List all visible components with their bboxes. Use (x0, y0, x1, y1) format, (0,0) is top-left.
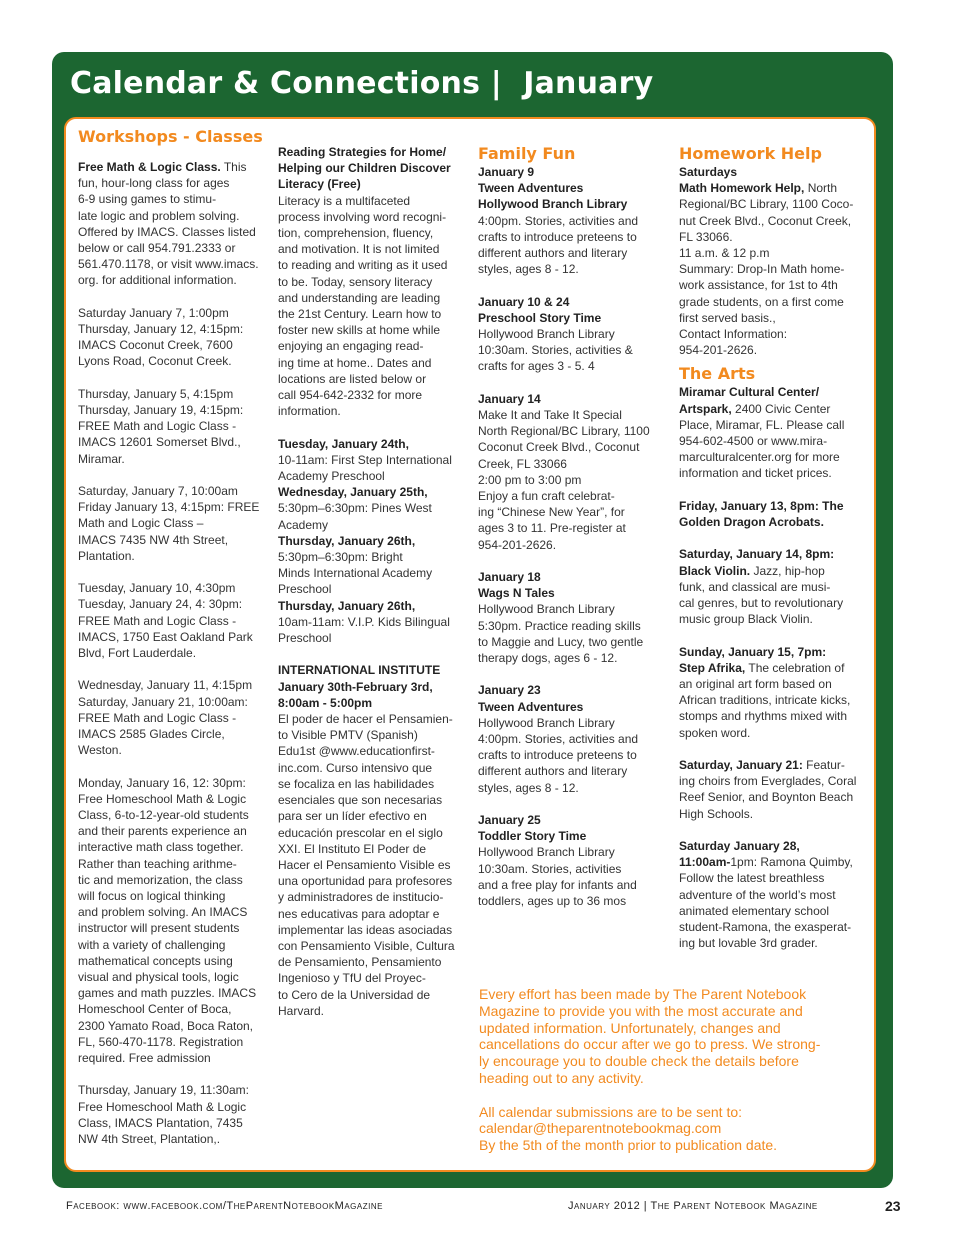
homework-arts-column (679, 144, 856, 951)
event-tween-adventures-jan9: January 9 Tween Adventures Hollywood Branch Library 4:00pm. Stories, activities and crafts to introduce preteens to different authors and literary styles, ages 8 - 12. (478, 165, 639, 277)
event-preschool-story-time: January 10 & 24 Preschool Story Time Hollywood Branch Library 10:30am. Stories, activities & crafts for ages 3 - 5. 4 (478, 294, 633, 374)
arts-step-afrika: Sunday, January 15, 7pm: Step Afrika, The celebration of an original art form based on African traditions, intricate kicks, stomps and rhythms mixed with spoken word. (679, 644, 851, 740)
event-wags-n-tales: January 18 Wags N Tales Hollywood Branch Library 5:30pm. Practice reading skills to Maggie and Lucy, two gentle therapy dogs, ages 6 - 12. (478, 570, 644, 666)
listing-weston: Wednesday, January 11, 4:15pm Saturday, January 21, 10:00am: FREE Math and Logic Class - IMACS 2585 Glades Circle, Weston. (78, 678, 253, 758)
footer-issue: January 2012 | The Parent Notebook Magazine (568, 1200, 818, 1212)
accuracy-disclaimer: Every effort has been made by The Parent Notebook Magazine to provide you with the most accurate and updated information. Unfortunately, changes and cancellations do occur after we go to press. We strong- ly encourage you to double check the details before heading out to any activity. (479, 986, 821, 1086)
event-toddler-story-time: January 25 Toddler Story Time Hollywood Branch Library 10:30am. Stories, activities and a free play for infants and toddlers, ages up to 36 mos (478, 813, 637, 909)
international-institute-block: INTERNATIONAL INSTITUTE January 30th-February 3rd, 8:00am - 5:00pm El poder de hacer el Pensamien- to Visible PMTV (Spanish) Edu1st @www.educationfirst- inc.com. Curso intensivo que se focaliza en las habilidades esenciales que son necesarias para ser un líder efectivo en educación prescolar en el siglo XXI. El Instituto El Poder de Hacer el Pensamiento Visible es una oportunidad para profesores y administradores de institucio- nes educativas para adoptar e implementar las ideas asociadas con Pensamiento Visible, Cultura de Pensamiento, Pensamiento Ingenioso y TfU del Proyec- to Cero de la Universidad de Harvard. (278, 663, 455, 1018)
family-fun-heading: Family Fun (478, 144, 576, 163)
listing-homeschool-plantation: Thursday, January 19, 11:30am: Free Homeschool Math & Logic Class, IMACS Plantation, 7435 NW 4th Street, Plantation,. (78, 1083, 249, 1147)
page-title: Calendar & Connections | January (70, 66, 654, 101)
arts-black-violin: Saturday, January 14, 8pm: Black Violin. Jazz, hip-hop funk, and classical are musi- cal genres, but to revolutionary music group Black Violin. (679, 547, 844, 627)
arts-golden-dragon: Friday, January 13, 8pm: The Golden Dragon Acrobats. (679, 498, 844, 530)
the-arts-heading: The Arts (679, 364, 756, 384)
page-number: 23 (885, 1198, 901, 1214)
homework-help-heading: Homework Help (679, 144, 822, 163)
workshops-column (78, 127, 263, 1147)
listing-homeschool-boca: Monday, January 16, 12: 30pm: Free Homeschool Math & Logic Class, 6-to-12-year-old students and their parents experience an interactive math class together. Rather than teaching arithme- tic and memorization, the class will focus on logical thinking and problem solving. An IMACS instructor will present students with a variety of challenging mathematical concepts using visual and physical tools, logic games and math puzzles. IMACS Homeschool Center of Boca, 2300 Yamato Road, Boca Raton, FL, 560-470-1178. Registration required. Free admission (78, 775, 257, 1066)
reading-column (278, 144, 455, 1019)
listing-fort-lauderdale: Tuesday, January 10, 4:30pm Tuesday, January 24, 4: 30pm: FREE Math and Logic Class - IMACS, 1750 East Oakland Park Blvd, Fort Lauderdale. (78, 581, 253, 661)
arts-choirs: Saturday, January 21: Featur- ing choirs from Everglades, Coral Reef Senior, and Boynton Beach High Schools. (679, 758, 857, 821)
free-math-intro: Free Math & Logic Class. This fun, hour-long class for ages 6-9 using games to stimu- late logic and problem solving. Offered by IMACS. Classes listed below or call 954.791.2333 or 561.470.1178, or visit www.imacs. org. for additional information. (78, 160, 259, 288)
submission-info: All calendar submissions are to be sent to: calendar@theparentnotebookmag.com By the 5th of the month prior to publication date. (479, 1104, 874, 1154)
workshops-heading: Workshops - Classes (78, 127, 263, 146)
disclaimer-notice (479, 986, 874, 1154)
arts-ramona-quimby: Saturday January 28, 11:00am-1pm: Ramona Quimby, Follow the latest breathless adventure of the world’s most animated elementary school student-Ramona, the exasperat- ing but lovable 3rd grader. (679, 839, 853, 951)
submission-email-link[interactable]: calendar@theparentnotebookmag.com (479, 1120, 722, 1137)
reading-dates: Tuesday, January 24th, 10-11am: First Step International Academy Preschool Wednesday, January 25th, 5:30pm–6:30pm: Pines West Academy Thursday, January 26th, 5:30pm–6:30pm: Bright Minds International Academy Preschool Thursday, January 26th, 10am-11am: V.I.P. Kids Bilingual Preschool (278, 436, 452, 646)
homework-help-block: Saturdays Math Homework Help, North Regional/BC Library, 1100 Coco- nut Creek Blvd., Coconut Creek, FL 33066. 11 a.m. & 12 p.m Summary: Drop-In Math home- work assistance, for 1st to 4th grade students, on a first come first served basis., Contact Information: 954-201-2626. (679, 165, 854, 358)
event-tween-adventures-jan23: January 23 Tween Adventures Hollywood Branch Library 4:00pm. Stories, activities and crafts to introduce preteens to different authors and literary styles, ages 8 - 12. (478, 683, 639, 795)
reading-strategies-block: Reading Strategies for Home/ Helping our Children Discover Literacy (Free) Literacy is a multifaceted process involving word recogni- tion, comprehension, fluency, and motivation. It is not limited to reading and writing as it used to be. Today, sensory literacy and understanding are leading the 21st Century. Learn how to foster new skills at home while enjoying an engaging read- ing time at home.. Dates and locations are listed below or call 954-642-2332 for more information. (278, 145, 451, 419)
event-make-it-take-it: January 14 Make It and Take It Special North Regional/BC Library, 1100 Coconut Creek Blvd., Coconut Creek, FL 33066 2:00 pm to 3:00 pm Enjoy a fun craft celebrat- ing “Chinese New Year”, for ages 3 to 11. Pre-register at 954-201-2626. (478, 391, 650, 552)
footer-facebook: Facebook: www.facebook.com/TheParentNotebookMagazine (66, 1200, 383, 1212)
listing-plantation: Saturday, January 7, 10:00am Friday January 13, 4:15pm: FREE Math and Logic Class – IMACS 7435 NW 4th Street, Plantation. (78, 484, 260, 563)
listing-coconut-creek: Saturday January 7, 1:00pm Thursday, January 12, 4:15pm: IMACS Coconut Creek, 7600 Lyons Road, Coconut Creek. (78, 305, 244, 369)
arts-miramar-center: Miramar Cultural Center/ Artspark, 2400 Civic Center Place, Miramar, FL. Please call 954-602-4500 or www.mira- marculturalcenter.org for more information and ticket prices. (679, 385, 845, 481)
listing-miramar: Thursday, January 5, 4:15pm Thursday, January 19, 4:15pm: FREE Math and Logic Class - IMACS 12601 Somerset Blvd., Miramar. (78, 386, 244, 466)
family-fun-column (478, 144, 650, 909)
